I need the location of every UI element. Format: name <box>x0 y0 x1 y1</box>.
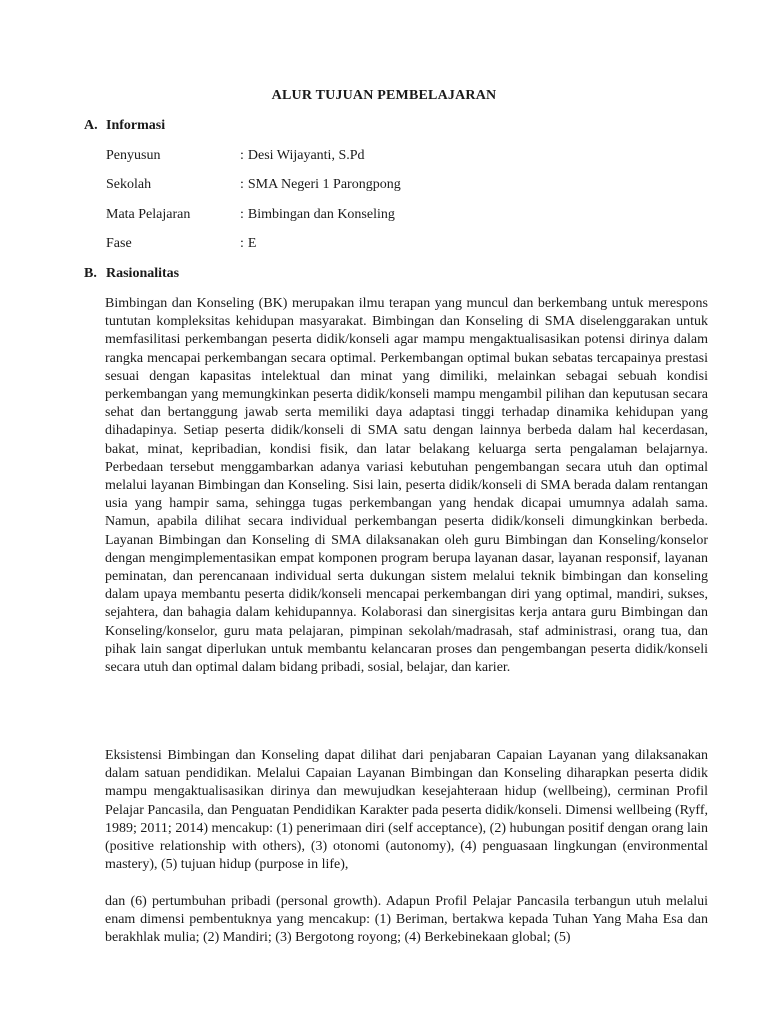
info-separator: : <box>240 148 244 163</box>
info-row-sekolah <box>106 177 401 193</box>
section-title: Informasi <box>106 118 166 133</box>
info-value: Desi Wijayanti, S.Pd <box>247 148 365 163</box>
section-heading-rasionalitas <box>84 266 179 282</box>
info-separator: : <box>240 236 244 251</box>
section-title: Rasionalitas <box>106 266 180 281</box>
paragraph-rasionalitas-2: Eksistensi Bimbingan dan Konseling dapat dilihat dari penjabaran Capaian Layanan yang dilaksanakan dalam satuan pendidikan. Melalui Capaian Layanan Bimbingan dan Konseling diharapkan peserta didik mampu mengaktualisasikan dirinya dan mewujudkan kesejahteraan hidup (wellbeing), cerminan Profil Pelajar Pancasila, dan Penguatan Pendidikan Karakter pada peserta didik/konseli. Dimensi wellbeing (Ryff, 1989; 2011; 2014) mencakup: (1) penerimaan diri (self acceptance), (2) hubungan positif dengan orang lain (positive relationship with others), (3) otonomi (autonomy), (4) penguasaan lingkungan (environmental mastery), (5) tujuan hidup (purpose in life), <box>105 748 708 873</box>
info-value: E <box>247 236 257 251</box>
info-row-penyusun <box>106 148 365 164</box>
paragraph-rasionalitas-1: Bimbingan dan Konseling (BK) merupakan ilmu terapan yang muncul dan berkembang untuk merespons tuntutan kompleksitas kehidupan masyarakat. Bimbingan dan Konseling di SMA diselenggarakan untuk memfasilitasi perkembangan peserta didik/konseli agar mampu mengaktualisasikan potensi dirinya dalam rangka mencapai perkembangan secara optimal. Perkembangan optimal bukan sebatas tercapainya prestasi sesuai dengan kapasitas intelektual dan minat yang dimiliki, melainkan sebagai sebuah kondisi perkembangan yang memungkinkan peserta didik/konseli mampu mengambil pilihan dan keputusan secara sehat dan bertanggung jawab serta memiliki daya adaptasi tinggi terhadap dinamika kehidupan yang dihadapinya. Setiap peserta didik/konseli di SMA satu dengan lainnya berbeda dalam hal kecerdasan, bakat, minat, kepribadian, kondisi fisik, dan latar belakang keluarga serta pengalaman belajarnya. Perbedaan tersebut menggambarkan adanya variasi kebutuhan pengembangan secara utuh dan optimal melalui layanan Bimbingan dan Konseling. Sisi lain, peserta didik/konseli di SMA berada dalam rentangan usia yang hampir sama, sehingga tugas perkembangan yang hendak dicapai umumnya adalah sama. Namun, apabila dilihat secara individual perkembangan peserta didik/konseli dimungkinkan berbeda. Layanan Bimbingan dan Konseling di SMA dilaksanakan oleh guru Bimbingan dan Konseling/konselor dengan mengimplementasikan empat komponen program berupa layanan dasar, layanan responsif, layanan peminatan, dan perencanaan individual serta dukungan sistem melalui teknik bimbingan dan konseling dalam upaya membantu peserta didik/konseli mencapai perkembangan diri yang optimal, mandiri, sukses, sejahtera, dan bahagia dalam kehidupannya. Kolaborasi dan sinergisitas kerja antara guru Bimbingan dan Konseling/konselor, guru mata pelajaran, pimpinan sekolah/madrasah, staf administrasi, orang tua, dan pihak lain sangat diperlukan untuk membantu kelancaran proses dan pengembangan peserta didik/konseli secara utuh dan optimal dalam bidang pribadi, sosial, belajar, dan karier. <box>105 296 708 676</box>
info-label: Penyusun <box>106 148 161 163</box>
info-label: Mata Pelajaran <box>106 207 191 222</box>
info-row-fase <box>106 236 256 252</box>
paragraph-rasionalitas-3: dan (6) pertumbuhan pribadi (personal growth). Adapun Profil Pelajar Pancasila terbangun utuh melalui enam dimensi pembentuknya yang mencakup: (1) Beriman, bertakwa kepada Tuhan Yang Maha Esa dan berakhlak mulia; (2) Mandiri; (3) Bergotong royong; (4) Berkebinekaan global; (5) <box>105 894 708 946</box>
document-title: ALUR TUJUAN PEMBELAJARAN <box>271 88 497 103</box>
section-letter: B. <box>84 266 97 281</box>
info-row-mata-pelajaran <box>106 207 395 223</box>
section-heading-informasi <box>84 118 165 134</box>
info-value: Bimbingan dan Konseling <box>247 207 395 222</box>
section-letter: A. <box>84 118 98 133</box>
info-separator: : <box>240 207 244 222</box>
info-label: Fase <box>106 236 132 251</box>
info-label: Sekolah <box>106 177 152 192</box>
info-value: SMA Negeri 1 Parongpong <box>247 177 401 192</box>
info-separator: : <box>240 177 244 192</box>
